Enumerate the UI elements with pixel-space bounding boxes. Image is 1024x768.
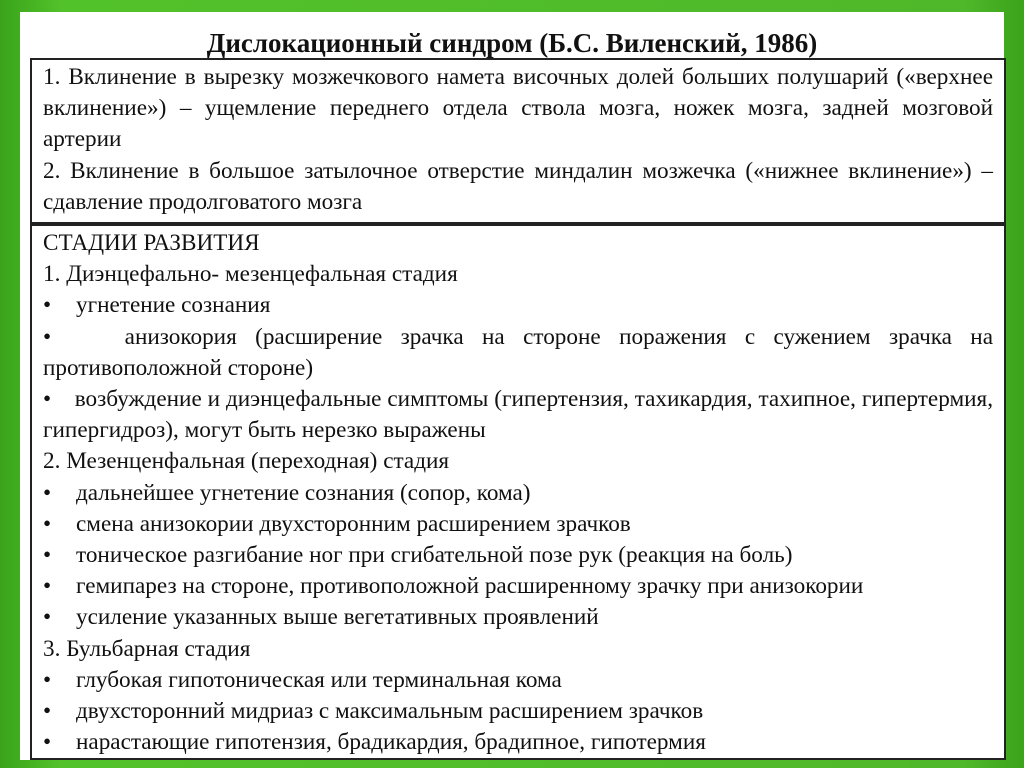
stage-1-title: 1. Диэнцефально- мезенцефальная стадия: [43, 261, 458, 288]
list-item: [43, 571, 993, 602]
bullet: •: [43, 604, 52, 631]
list-item: [43, 322, 993, 384]
list-item-text: тоническое разгибание ног при сгибательной позе рук (реакция на боль): [76, 542, 793, 569]
bullet: •: [43, 510, 52, 537]
list-item: [43, 665, 993, 696]
bullet: •: [43, 542, 52, 569]
list-item: [43, 290, 993, 321]
stage-3-title: 3. Бульбарная стадия: [43, 635, 251, 662]
wedging-lower: 2. Вклинение в большое затылочное отверстие миндалин мозжечка («нижнее вклинение») – сдавление продолговатого мозга: [43, 157, 993, 215]
bullet: •: [43, 729, 52, 756]
list-item: [43, 384, 993, 446]
list-item: [43, 478, 993, 509]
wedging-types-box: [30, 58, 1006, 224]
wedging-upper: 1. Вклинение в вырезку мозжечкового намета височных долей больших полушарий («верхнее вклинение») – ущемление переднего отдела ствола мозга, ножек мозга, задней мозговой артерии: [43, 64, 993, 153]
list-item-text: двухсторонний мидриаз с максимальным расширением зрачков: [76, 698, 704, 725]
list-item: [43, 727, 993, 758]
bullet: •: [43, 666, 52, 693]
list-item-text: гемипарез на стороне, противоположной расширенному зрачку при анизокории: [76, 573, 864, 600]
list-item: [43, 696, 993, 727]
slide: [20, 12, 1004, 760]
list-item-text: угнетение сознания: [76, 292, 271, 319]
list-item-text: анизокория (расширение зрачка на стороне поражения с сужением зрачка на противоположной стороне): [43, 323, 994, 381]
list-item-text: глубокая гипотоническая или терминальная кома: [76, 666, 562, 693]
list-item: [43, 602, 993, 633]
bullet: •: [43, 292, 52, 319]
list-item-text: дальнейшее угнетение сознания (сопор, кома): [76, 479, 531, 506]
stages-heading: СТАДИИ РАЗВИТИЯ: [43, 230, 260, 256]
stages-box: [30, 224, 1006, 760]
list-item: [43, 509, 993, 540]
stage-2-title: 2. Мезенценфальная (переходная) стадия: [43, 448, 450, 475]
bullet: •: [43, 386, 52, 413]
list-item-text: возбуждение и диэнцефальные симптомы (гипертензия, тахикардия, тахипное, гипертермия, гипергидроз), могут быть нерезко выражены: [43, 386, 993, 444]
bullet: •: [43, 573, 52, 600]
list-item-text: усиление указанных выше вегетативных проявлений: [76, 604, 599, 631]
list-item-text: нарастающие гипотензия, брадикардия, брадипное, гипотермия: [76, 729, 706, 756]
slide-title: Дислокационный синдром (Б.С. Виленский, 1986): [206, 28, 818, 58]
bullet: •: [43, 323, 52, 350]
bullet: •: [43, 698, 52, 725]
list-item-text: смена анизокории двухсторонним расширением зрачков: [76, 510, 631, 537]
list-item: [43, 540, 993, 571]
bullet: •: [43, 479, 52, 506]
